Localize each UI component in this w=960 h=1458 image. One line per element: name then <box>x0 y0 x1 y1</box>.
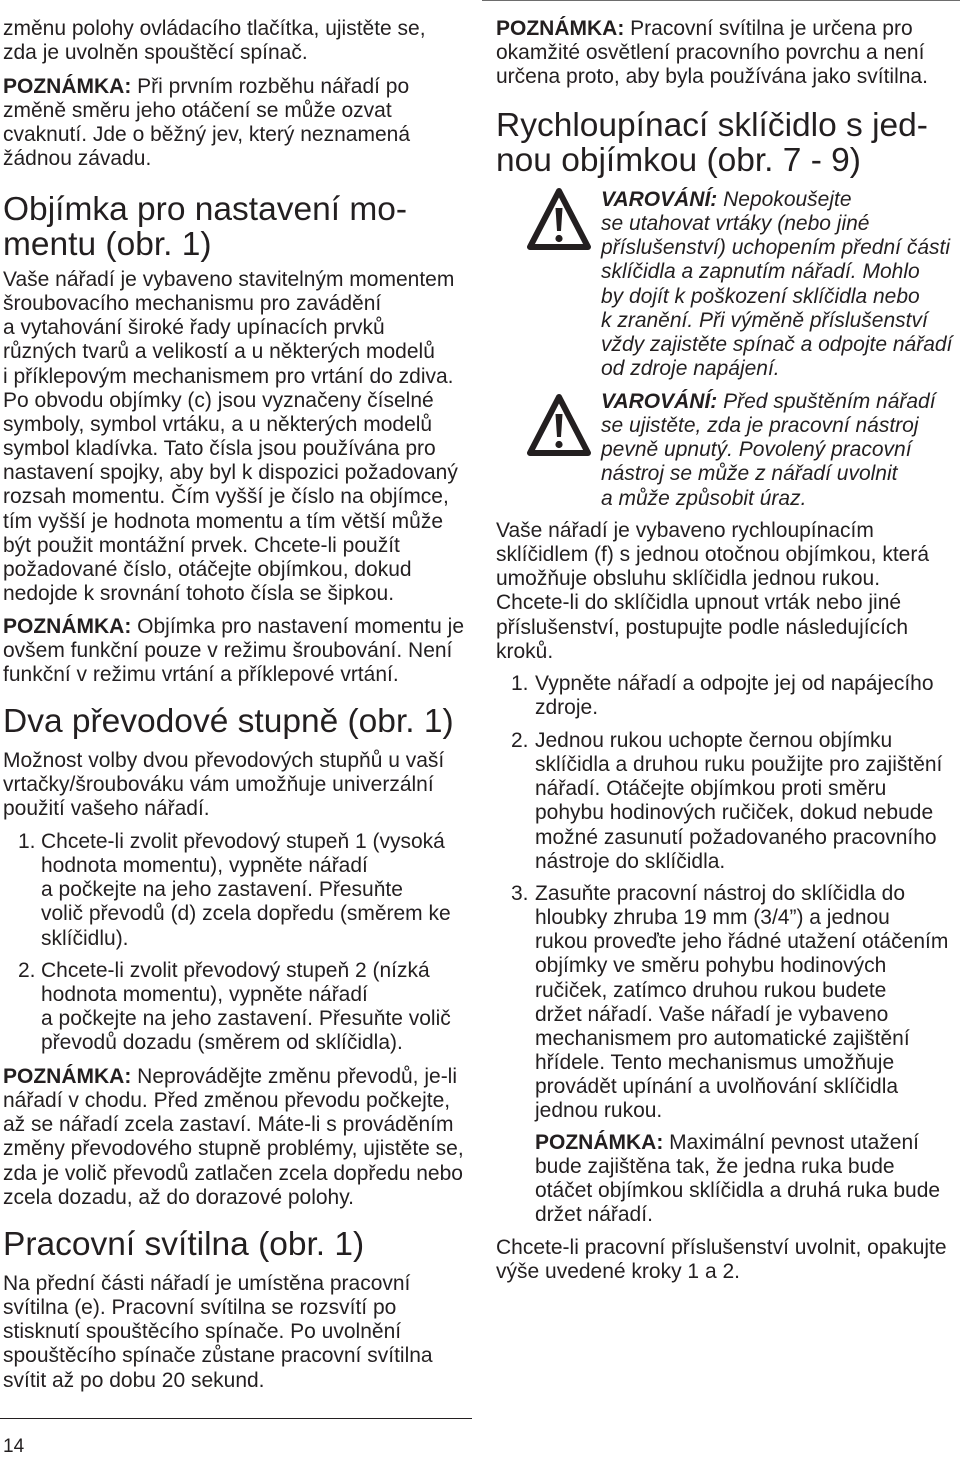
text-line: Chcete-li zvolit převodový stupeň 1 (vysoká <box>41 830 445 853</box>
text-line: rozsah momentu. Čím vyšší je číslo na objímce, <box>3 485 449 509</box>
text-line: objímky ve směru pohybu hodinových <box>535 954 887 978</box>
text-line: okamžité osvětlení pracovního povrchu a není <box>496 41 925 65</box>
warning-tool-secured <box>601 390 936 511</box>
text-line: sklíčidlem (f) s jednou otočnou objímkou, která <box>496 543 930 567</box>
text-line: držet nářadí. Vaše nářadí je vybaveno <box>535 1002 889 1026</box>
text-line: mentu (obr. 1) <box>3 226 212 263</box>
note-gear-change <box>3 1065 464 1210</box>
text-line: bude zajištěna tak, že jedna ruka bude <box>535 1155 895 1179</box>
text-line: různých tvarů a velikostí a u některých modelů <box>3 340 435 364</box>
list-item <box>18 830 451 951</box>
text-line: změně směru jeho otáčení se může ozvat <box>3 99 392 123</box>
text-line: hřídele. Tento mechanismus umožňuje <box>535 1051 895 1075</box>
text-line: použití vašeho nářadí. <box>3 797 210 821</box>
text-line: jednou rukou. <box>535 1099 663 1123</box>
heading-torque-collar <box>3 192 407 262</box>
list-item-text <box>535 672 934 720</box>
note-label: POZNÁMKA: <box>3 75 132 98</box>
text-line: Jednou rukou uchopte černou objímku <box>535 729 893 752</box>
text-line <box>3 75 410 99</box>
text-line: kroků. <box>496 639 554 663</box>
list-number: 2. <box>18 959 36 982</box>
heading-keyless-chuck <box>496 108 928 178</box>
text-line: hloubky zhruba 19 mm (3/4”) a jednou <box>535 906 890 930</box>
list-number: 3. <box>511 882 529 905</box>
text-line: by dojít k poškození sklíčidla nebo <box>601 284 920 308</box>
note-label: POZNÁMKA: <box>3 1065 132 1088</box>
note-label: POZNÁMKA: <box>496 17 625 40</box>
text-line: nářadí. Otáčejte objímkou proti směru <box>535 777 887 801</box>
text-line: Na přední části nářadí je umístěna pracovní <box>3 1272 411 1295</box>
text-line: hodnota momentu), vypněte nářadí <box>41 983 368 1007</box>
text-line-rest: Před spuštěním nářadí <box>723 390 936 413</box>
paragraph-release-accessory <box>496 1236 947 1284</box>
text-line: držet nářadí. <box>535 1203 653 1227</box>
top-rule <box>482 0 960 1</box>
note-label: POZNÁMKA: <box>535 1131 664 1154</box>
text-line: umožňuje obsluhu sklíčidla jednou rukou. <box>496 567 881 591</box>
text-line: zcela dozadu, až do dorazové polohy. <box>3 1185 355 1209</box>
note-label: POZNÁMKA: <box>3 615 132 638</box>
list-item-text <box>41 959 451 1056</box>
paragraph-work-light <box>3 1272 433 1393</box>
paragraph-torque-collar <box>3 268 458 606</box>
text-line: hodnota momentu), vypněte nářadí <box>41 854 368 878</box>
text-line: k zranění. Při výměně příslušenství <box>601 308 928 332</box>
heading-work-light <box>3 1227 364 1262</box>
text-line: Zasuňte pracovní nástroj do sklíčidla do <box>535 882 906 905</box>
text-line-rest: Při prvním rozběhu nářadí po <box>137 75 410 98</box>
text-line: možné zasunutí požadovaného pracovního <box>535 825 937 849</box>
text-line: nástroje do sklíčidla. <box>535 849 726 873</box>
text-line: otáčet objímkou sklíčidla a druhá ruka bude <box>535 1179 941 1203</box>
text-line: Vaše nářadí je vybaveno rychloupínacím <box>496 519 874 542</box>
text-line: převodů dozadu (směrem od sklíčidla). <box>41 1031 403 1055</box>
text-line: symboly, symbol vrtáku, a u některých modelů <box>3 412 433 436</box>
text-line: Chcete-li pracovní příslušenství uvolnit, opakujte <box>496 1236 947 1259</box>
text-line: změnu polohy ovládacího tlačítka, ujistěte se, <box>3 17 426 40</box>
text-line: nástroj se může z nářadí uvolnit <box>601 462 898 486</box>
heading-two-gears <box>3 704 454 739</box>
text-line: Možnost volby dvou převodových stupňů u vaší <box>3 749 445 772</box>
text-line: Chcete-li zvolit převodový stupeň 2 (nízká <box>41 959 430 982</box>
text-line <box>601 188 952 212</box>
list-item-text <box>535 729 942 874</box>
text-line: stisknutí spouštěcího spínače. Po uvolnění <box>3 1320 402 1344</box>
text-line-rest: Nepokoušejte <box>723 188 852 211</box>
footer-rule <box>0 1418 472 1419</box>
list-number: 1. <box>18 830 36 853</box>
text-line: symbol kladívka. Tato čísla jsou používána pro <box>3 437 436 461</box>
text-line <box>601 390 936 414</box>
text-line <box>3 1065 464 1089</box>
note-reverse-click <box>3 75 410 172</box>
text-line: příslušenství, postupujte podle následujících <box>496 615 909 639</box>
text-line: až se nářadí zcela zastaví. Máte-li s prováděním <box>3 1113 454 1137</box>
text-line: sklíčidla a druhou ruku použijte pro zajištění <box>535 753 943 777</box>
warning-chuck-tightening <box>601 188 952 381</box>
list-item-text <box>535 882 948 1124</box>
text-line: mechanismem pro automatické zajištění <box>535 1026 910 1050</box>
warning-triangle-icon <box>526 187 592 251</box>
page-number: 14 <box>3 1436 25 1457</box>
text-line: provádět upínání a uvolňování sklíčidla <box>535 1075 899 1099</box>
text-line: nou objímkou (obr. 7 - 9) <box>496 142 861 179</box>
text-line: svítilna (e). Pracovní svítilna se rozsvítí po <box>3 1296 397 1320</box>
text-line: příslušenství) uchopením přední části <box>601 236 951 260</box>
text-line: zda je uvolněn spouštěcí spínač. <box>3 41 308 65</box>
text-line: se ujistěte, zda je pracovní nástroj <box>601 414 919 438</box>
text-line: Rychloupínací sklíčidlo s jed- <box>496 107 928 144</box>
text-line <box>496 17 928 41</box>
text-line: požadované číslo, otáčejte objímkou, dokud <box>3 557 412 581</box>
text-line: cvaknutí. Jde o běžný jev, který neznamená <box>3 123 410 147</box>
text-line: a může způsobit úraz. <box>601 486 807 510</box>
text-line: Vypněte nářadí a odpojte jej od napájecího <box>535 672 934 695</box>
text-line: pohybu hodinových ručiček, dokud nebude <box>535 801 934 825</box>
text-line: ručiček, zatímco druhou rukou budete <box>535 978 887 1002</box>
text-line-rest: Maximální pevnost utažení <box>669 1131 919 1154</box>
text-line: Po obvodu objímky (c) jsou vyznačeny číselné <box>3 388 434 412</box>
list-number: 1. <box>511 672 529 695</box>
text-line: nedojde k srovnání tohoto čísla se šipkou. <box>3 582 395 606</box>
text-line: Objímka pro nastavení mo- <box>3 191 408 228</box>
text-line: rukou proveďte jeho řádné utažení otáčením <box>535 930 949 954</box>
warning-label: VAROVÁNÍ: <box>601 390 718 413</box>
text-line: a vytahování široké řady upínacích prvků <box>3 316 385 340</box>
text-line: i příklepovým mechanismem pro vrtání do zdiva. <box>3 364 454 388</box>
text-line: zda je volič převodů zatlačen zcela dopředu nebo <box>3 1161 463 1185</box>
text-line: funkční v režimu vrtání a příklepové vrtání. <box>3 663 399 687</box>
text-line-rest: Objímka pro nastavení momentu je <box>137 615 464 638</box>
warning-label: VAROVÁNÍ: <box>601 188 718 211</box>
text-line: sklíčidla a zapnutím nářadí. Mohlo <box>601 260 920 284</box>
text-line: Vaše nářadí je vybaveno stavitelným momentem <box>3 268 455 291</box>
text-line <box>3 615 464 639</box>
paragraph-two-gears <box>3 749 444 821</box>
text-line: zdroje. <box>535 696 599 720</box>
text-line: vrtačky/šroubováku vám umožňuje univerzální <box>3 773 434 797</box>
text-line: a počkejte na jeho zastavení. Přesuňte <box>41 878 403 902</box>
text-line: Chcete-li do sklíčidla upnout vrták nebo jiné <box>496 591 902 615</box>
note-max-tightness <box>535 1131 940 1228</box>
text-line: změny převodového stupně problémy, ujistěte se, <box>3 1137 464 1161</box>
text-line: výše uvedené kroky 1 a 2. <box>496 1260 740 1284</box>
list-number: 2. <box>511 729 529 752</box>
text-line: nářadí v chodu. Před změnou převodu počkejte, <box>3 1089 451 1113</box>
list-item <box>511 729 942 874</box>
text-line: ovšem funkční pouze v režimu šroubování. Není <box>3 639 453 663</box>
paragraph-switch-continued <box>3 17 426 65</box>
list-item <box>511 672 934 720</box>
text-line: Dva převodové stupně (obr. 1) <box>3 703 454 740</box>
text-line: Pracovní svítilna (obr. 1) <box>3 1226 365 1263</box>
text-line: nastavení spojky, aby byl k dispozici požadovaný <box>3 461 458 485</box>
text-line: a počkejte na jeho zastavení. Přesuňte volič <box>41 1007 451 1031</box>
list-item <box>511 882 948 1124</box>
text-line: určena proto, aby byla používána jako svítilna. <box>496 65 928 89</box>
text-line-rest: Neprovádějte změnu převodů, je-li <box>137 1065 458 1088</box>
note-torque-collar <box>3 615 464 687</box>
note-work-light <box>496 17 928 89</box>
text-line: tím vyšší je hodnota momentu a tím větší může <box>3 509 444 533</box>
text-line: žádnou závadu. <box>3 147 152 171</box>
warning-triangle-icon <box>526 393 592 457</box>
text-line: svítit až po dobu 20 sekund. <box>3 1368 265 1392</box>
text-line: pevně upnutý. Povolený pracovní <box>601 438 912 462</box>
text-line: spouštěcího spínače zůstane pracovní svítilna <box>3 1344 433 1368</box>
list-item <box>18 959 451 1056</box>
text-line <box>535 1131 940 1155</box>
list-item-text <box>41 830 451 951</box>
text-line: šroubovacího mechanismu pro zavádění <box>3 292 382 316</box>
paragraph-keyless-chuck <box>496 519 929 664</box>
text-line: od zdroje napájení. <box>601 357 780 381</box>
text-line: sklíčidlu). <box>41 926 129 950</box>
text-line: se utahovat vrtáky (nebo jiné <box>601 212 870 236</box>
text-line: být použit montážní prvek. Chcete-li použít <box>3 533 400 557</box>
text-line: vždy zajistěte spínač a odpojte nářadí <box>601 332 953 356</box>
text-line-rest: Pracovní svítilna je určena pro <box>630 17 913 40</box>
text-line: volič převodů (d) zcela dopředu (směrem ke <box>41 902 451 926</box>
